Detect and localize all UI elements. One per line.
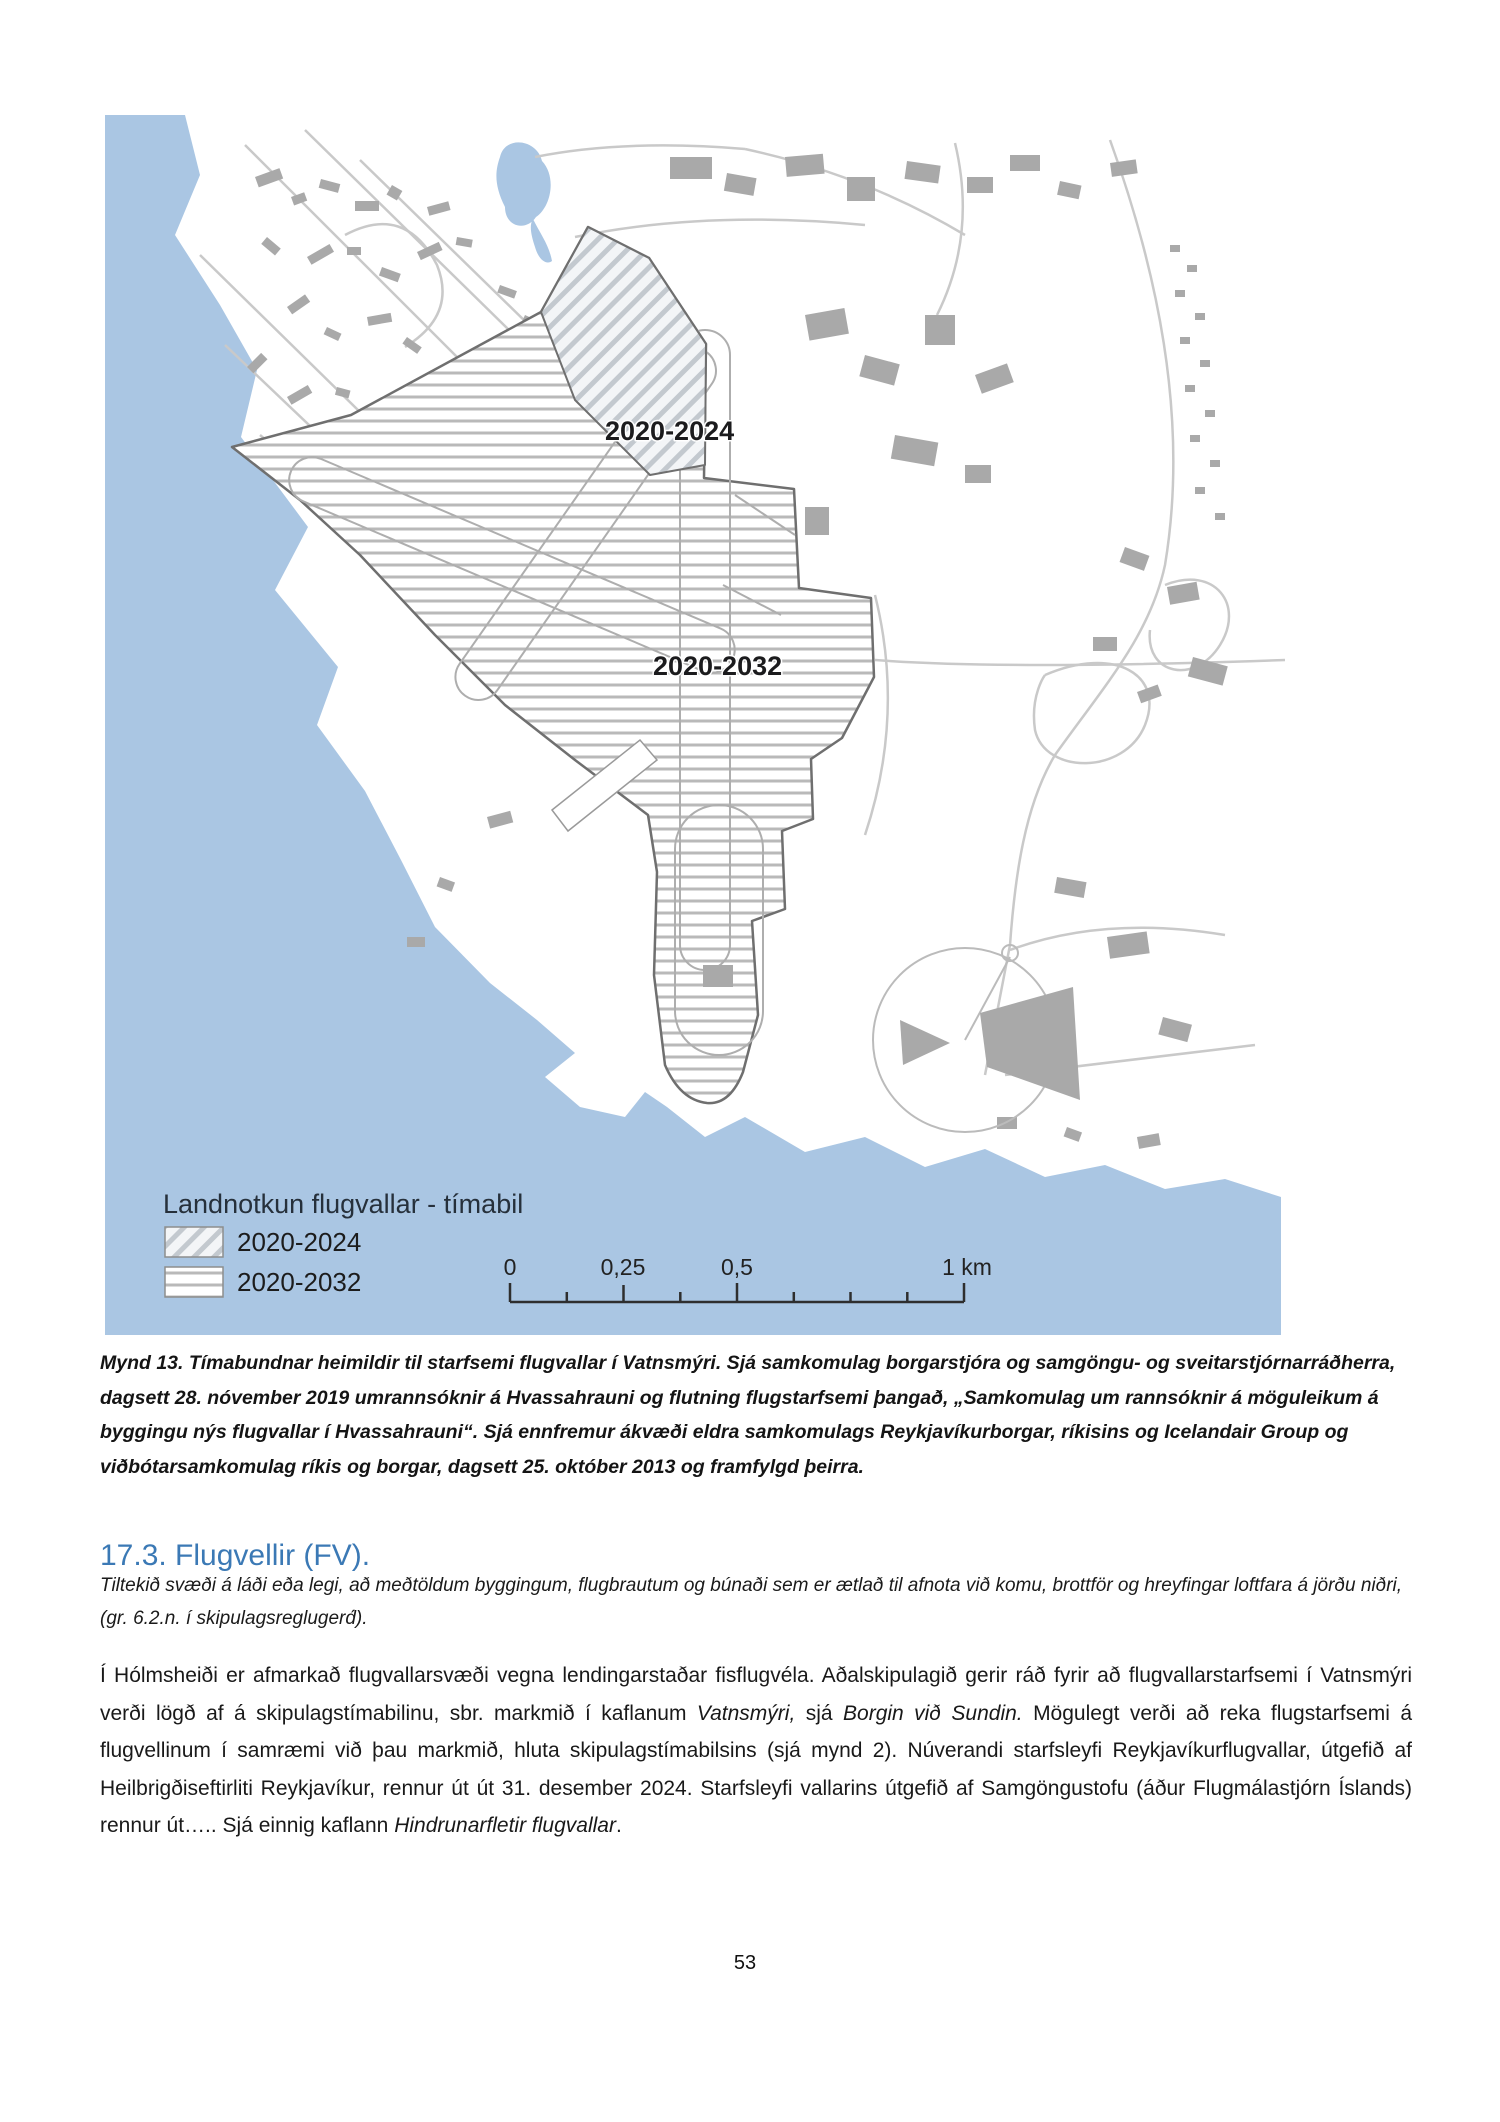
body-italic-vatnsmyri: Vatnsmýri, (696, 1701, 796, 1725)
label-2020-2032: 2020-2032 (653, 651, 783, 681)
body-paragraph (100, 1657, 1412, 1845)
label-2020-2024: 2020-2024 (605, 416, 735, 446)
figure-caption: Mynd 13. Tímabundnar heimildir til starfsemi flugvallar í Vatnsmýri. Sjá samkomulag borgarstjóra og samgöngu- og sveitarstjórnarráðherra, dagsett 28. nóvember 2019 umrannsóknir á Hvassahrauni og flutning flugstarfsemi þangað, „Samkomulag um rannsóknir á möguleikum á byggingu nýs flugvallar í Hvassahrauni“. Sjá ennfremur ákvæði eldra samkomulags Reykjavíkurborgar, ríkisins og Icelandair Group og viðbótarsamkomulag ríkis og borgar, dagsett 25. október 2013 og framfylgd þeirra. (100, 1352, 1396, 1479)
svg-text:0,25: 0,25 (600, 1254, 646, 1280)
section-definition: Tiltekið svæði á láði eða legi, að meðtöldum byggingum, flugbrautum og búnaði sem er ætlað til afnota við komu, brottför og hreyfingar loftfara á jörðu niðri, (gr. 6.2.n. í skipulagsreglugerd́). (100, 1575, 1403, 1629)
body-italic-borgin: Borgin við Sundin. (843, 1701, 1023, 1725)
legend-title: Landnotkun flugvallar - tímabil (163, 1189, 524, 1219)
body-text-4: . (615, 1814, 622, 1838)
body-text-3: Mögulegt verði að reka flugstarfsemi á flugvellinum í samræmi við þau markmið, hluta skipulagstímabilsins (sjá mynd 2). Núverandi starfsleyfi Reykjavíkurflugvallar, útgefið af Heilbrigðiseftirliti Reykjavíkur, rennur út út 31. desember 2024. Starfsleyfi vallarins útgefið af Samgöngustofu (áður Flugmálastjórn Íslands) rennur út….. Sjá einnig kaflann (100, 1701, 1413, 1838)
svg-text:0,5: 0,5 (721, 1254, 753, 1280)
section-heading: 17.3. Flugvellir (FV). (100, 1538, 371, 1572)
svg-text:1 km: 1 km (942, 1254, 992, 1280)
vatnsmyri-map (105, 115, 1285, 1335)
map-figure (105, 115, 1285, 1335)
body-italic-hindrunarfletir: Hindrunarfletir flugvallar (394, 1814, 616, 1838)
body-text-2: sjá (795, 1701, 844, 1725)
legend-label-2032: 2020-2032 (237, 1267, 362, 1297)
legend-label-2024: 2020-2024 (237, 1227, 362, 1257)
page-number: 53 (733, 1952, 757, 1974)
svg-text:0: 0 (503, 1254, 517, 1280)
legend-swatch-2032 (165, 1267, 223, 1297)
body-text-1: Í Hólmsheiði er afmarkað flugvallarsvæði vegna lendingarstaðar fisflugvéla. Aðalskipulagið gerir ráð fyrir að flugvallarstarfsemi í Vatnsmýri verði lögð af á skipulagstímabilinu, sbr. markmið í kaflanum (100, 1664, 1412, 1725)
legend-swatch-2024 (165, 1227, 223, 1257)
